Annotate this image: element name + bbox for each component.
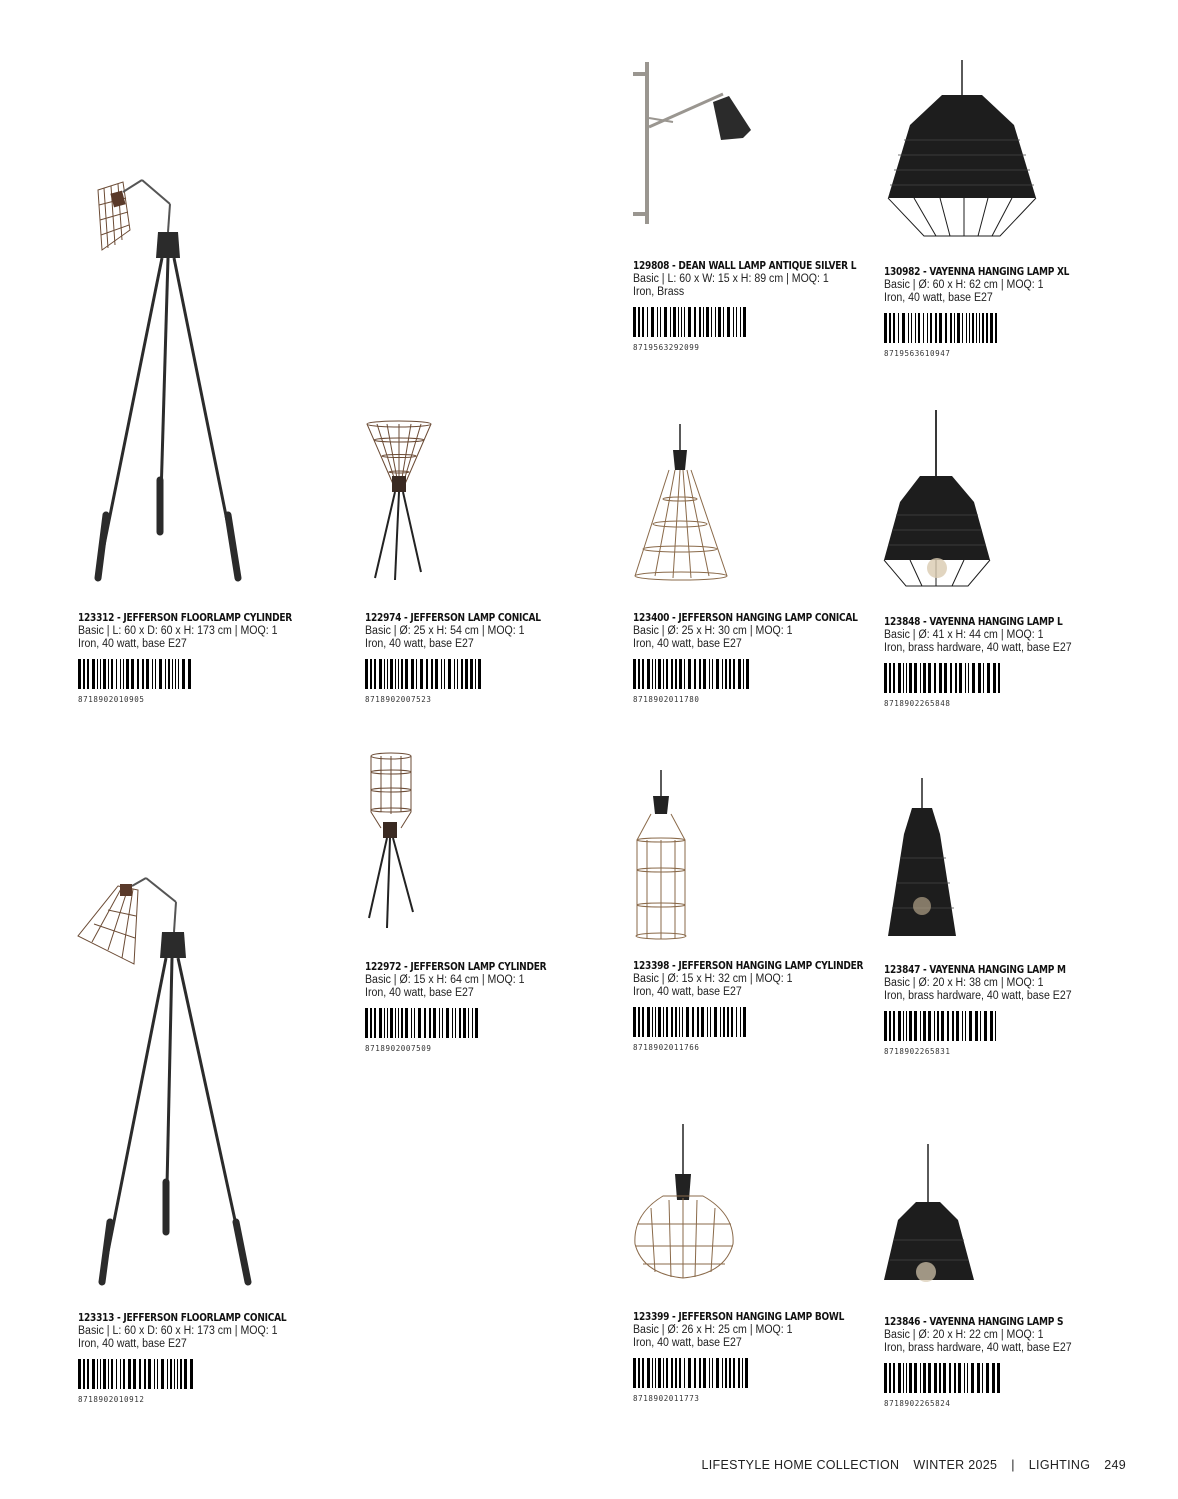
- product-materials: Iron, brass hardware, 40 watt, base E27: [884, 1342, 1072, 1354]
- product-materials: Iron, 40 watt, base E27: [633, 638, 742, 650]
- footer-collection: LIFESTYLE HOME COLLECTION: [701, 1458, 900, 1472]
- product-specs: Basic | Ø: 20 x H: 22 cm | MOQ: 1: [884, 1329, 1044, 1341]
- product-specs: Basic | Ø: 60 x H: 62 cm | MOQ: 1: [884, 279, 1044, 291]
- ean-number: 8719563610947: [884, 349, 951, 358]
- ean-number: 8718902011773: [633, 1394, 700, 1403]
- product-specs: Basic | L: 60 x D: 60 x H: 173 cm | MOQ: 1: [78, 625, 278, 637]
- ean-number: 8718902265824: [884, 1399, 951, 1408]
- footer-separator: |: [1011, 1458, 1015, 1472]
- page-footer: [702, 1458, 1126, 1472]
- footer-season: WINTER 2025: [913, 1458, 998, 1472]
- barcode: [884, 1011, 1134, 1041]
- product-specs: Basic | Ø: 15 x H: 64 cm | MOQ: 1: [365, 974, 525, 986]
- hanging-lamp-s-image: [884, 1144, 979, 1294]
- hanging-lamp-conical-image: [633, 424, 733, 584]
- hanging-lamp-bowl-image: [633, 1124, 743, 1284]
- product-materials: Iron, 40 watt, base E27: [365, 638, 474, 650]
- floorlamp-conical-image: [78, 872, 263, 1287]
- hanging-lamp-m-image: [884, 778, 964, 943]
- barcode: [365, 659, 615, 689]
- ean-number: 8718902265848: [884, 699, 951, 708]
- product-title: 123847 - VAYENNA HANGING LAMP M: [884, 964, 1066, 976]
- product-title: 122974 - JEFFERSON LAMP CONICAL: [365, 612, 541, 624]
- barcode: [884, 313, 1134, 343]
- table-lamp-cylinder-image: [365, 752, 435, 932]
- product-title: 123848 - VAYENNA HANGING LAMP L: [884, 616, 1063, 628]
- ean-number: 8718902007509: [365, 1044, 432, 1053]
- footer-section: LIGHTING: [1028, 1458, 1091, 1472]
- ean-number: 8718902011780: [633, 695, 700, 704]
- barcode: [365, 1008, 615, 1038]
- barcode: [78, 1359, 328, 1389]
- product-title: 123398 - JEFFERSON HANGING LAMP CYLINDER: [633, 960, 864, 972]
- product-materials: Iron, Brass: [633, 286, 685, 298]
- barcode: [78, 659, 328, 689]
- ean-number: 8718902007523: [365, 695, 432, 704]
- hanging-lamp-xl-image: [884, 60, 1044, 240]
- barcode: [633, 307, 883, 337]
- product-title: 123400 - JEFFERSON HANGING LAMP CONICAL: [633, 612, 858, 624]
- product-materials: Iron, brass hardware, 40 watt, base E27: [884, 642, 1072, 654]
- product-title: 123312 - JEFFERSON FLOORLAMP CYLINDER: [78, 612, 292, 624]
- product-specs: Basic | Ø: 15 x H: 32 cm | MOQ: 1: [633, 973, 793, 985]
- barcode: [884, 1363, 1134, 1393]
- hanging-lamp-cylinder-image: [633, 770, 703, 940]
- ean-number: 8718902265831: [884, 1047, 951, 1056]
- product-title: 130982 - VAYENNA HANGING LAMP XL: [884, 266, 1070, 278]
- product-specs: Basic | Ø: 25 x H: 54 cm | MOQ: 1: [365, 625, 525, 637]
- product-title: 123399 - JEFFERSON HANGING LAMP BOWL: [633, 1311, 845, 1323]
- product-title: 123313 - JEFFERSON FLOORLAMP CONICAL: [78, 1312, 287, 1324]
- product-materials: Iron, 40 watt, base E27: [633, 986, 742, 998]
- product-title: 122972 - JEFFERSON LAMP CYLINDER: [365, 961, 547, 973]
- product-specs: Basic | Ø: 41 x H: 44 cm | MOQ: 1: [884, 629, 1044, 641]
- product-specs: Basic | Ø: 26 x H: 25 cm | MOQ: 1: [633, 1324, 793, 1336]
- barcode: [884, 663, 1134, 693]
- product-specs: Basic | L: 60 x W: 15 x H: 89 cm | MOQ: 1: [633, 273, 829, 285]
- ean-number: 8718902010905: [78, 695, 145, 704]
- product-specs: Basic | Ø: 25 x H: 30 cm | MOQ: 1: [633, 625, 793, 637]
- product-specs: Basic | L: 60 x D: 60 x H: 173 cm | MOQ: 1: [78, 1325, 278, 1337]
- wall-lamp-image: [633, 62, 763, 227]
- product-title: 129808 - DEAN WALL LAMP ANTIQUE SILVER L: [633, 260, 857, 272]
- product-materials: Iron, 40 watt, base E27: [78, 638, 187, 650]
- barcode: [633, 659, 883, 689]
- product-title: 123846 - VAYENNA HANGING LAMP S: [884, 1316, 1064, 1328]
- hanging-lamp-l-image: [884, 410, 994, 590]
- barcode: [633, 1007, 883, 1037]
- product-materials: Iron, 40 watt, base E27: [884, 292, 993, 304]
- product-materials: Iron, 40 watt, base E27: [365, 987, 474, 999]
- product-materials: Iron, 40 watt, base E27: [78, 1338, 187, 1350]
- page-number: 249: [1104, 1458, 1126, 1472]
- product-materials: Iron, brass hardware, 40 watt, base E27: [884, 990, 1072, 1002]
- floorlamp-cylinder-image: [78, 170, 258, 585]
- product-specs: Basic | Ø: 20 x H: 38 cm | MOQ: 1: [884, 977, 1044, 989]
- ean-number: 8719563292099: [633, 343, 700, 352]
- ean-number: 8718902011766: [633, 1043, 700, 1052]
- ean-number: 8718902010912: [78, 1395, 145, 1404]
- table-lamp-conical-image: [365, 420, 445, 582]
- barcode: [633, 1358, 883, 1388]
- product-materials: Iron, 40 watt, base E27: [633, 1337, 742, 1349]
